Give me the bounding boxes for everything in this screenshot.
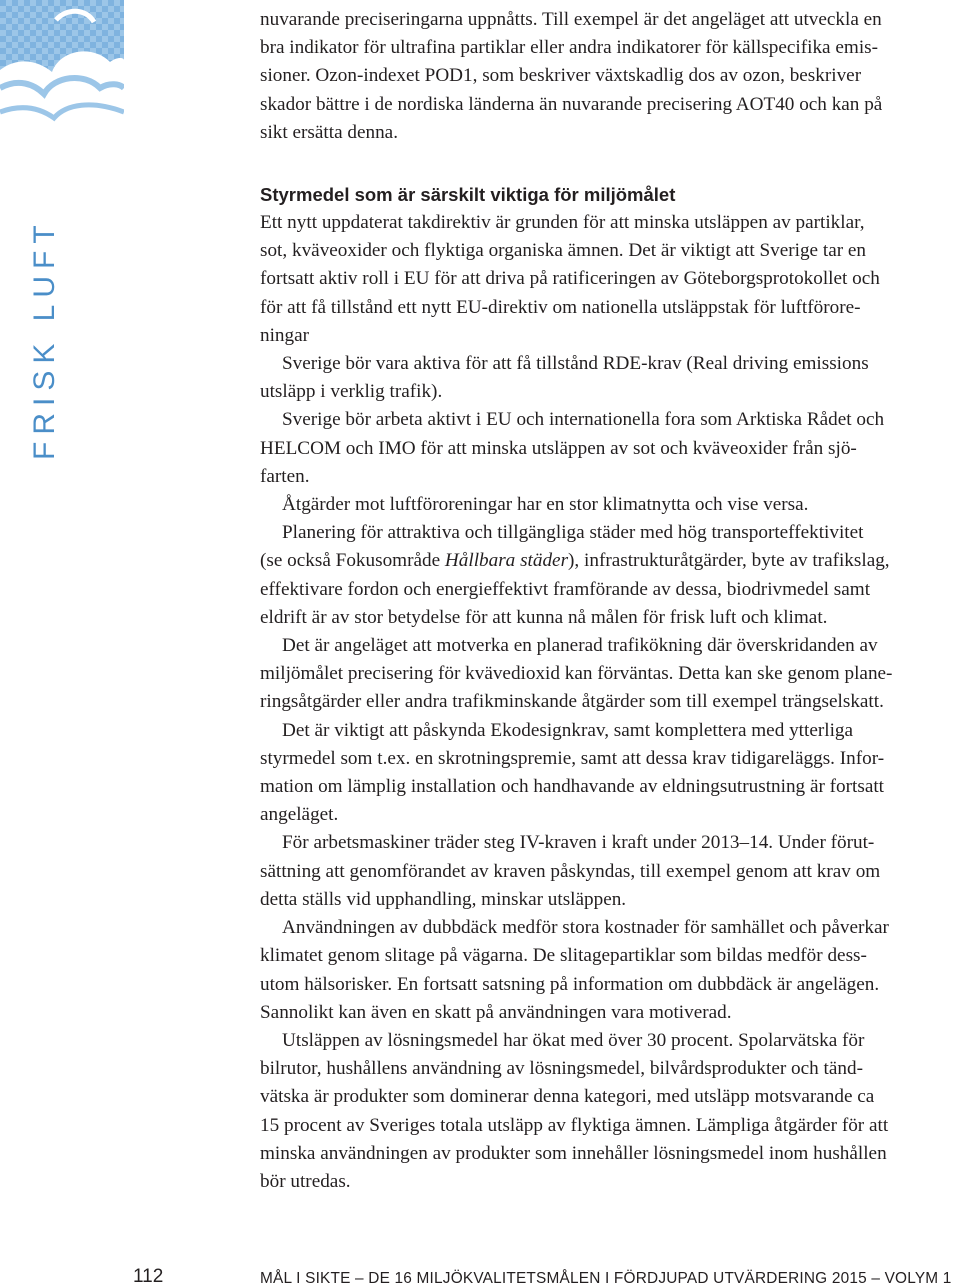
text-line: Sverige bör vara aktiva för att få tillstånd RDE-krav (Real driving emissions [282, 353, 869, 375]
text-line: Användningen av dubbdäck medför stora kostnader för samhället och påverkar [282, 917, 889, 939]
text-line: vätska är produkter som dominerar denna kategori, med utsläpp motsvarande ca [260, 1086, 875, 1108]
text-line: ningar [260, 324, 310, 346]
text-line: Det är viktigt att påskynda Ekodesignkrav, samt komplettera med ytterliga [282, 719, 854, 741]
text-line: detta ställs vid upphandling, minskar utsläppen. [260, 888, 627, 910]
text-line: bilrutor, hushållens användning av lösningsmedel, bilvårdsprodukter och tänd- [260, 1058, 863, 1080]
text-line: bra indikator för ultrafina partiklar eller andra indikatorer för källspecifika emis- [260, 37, 879, 59]
text-line: angeläget. [260, 804, 339, 826]
text-line: bör utredas. [260, 1170, 351, 1192]
text-line: effektivare fordon och energieffektivt framförande av dessa, biodrivmedel samt [260, 578, 871, 600]
text-line: Planering för attraktiva och tillgängliga städer med hög transporteffektivitet [282, 522, 864, 544]
text-line: sioner. Ozon-indexet POD1, som beskriver växtskadlig dos av ozon, beskriver [260, 65, 862, 87]
text-line: sättning att genomförandet av kraven påskyndas, till exempel genom att krav om [260, 860, 881, 882]
text-line: eldrift är av stor betydelse för att kunna nå målen för frisk luft och klimat. [260, 606, 828, 628]
text-line: Sannolikt kan även en skatt på användningen vara motiverad. [260, 1001, 732, 1023]
text-run: ), infrastrukturåtgärder, byte av trafikslag, [568, 550, 890, 572]
text-line: sot, kväveoxider och flyktiga organiska ämnen. Det är viktigt att Sverige tar en [260, 240, 867, 262]
paragraph-sjofart [260, 406, 960, 491]
paragraph-ekodesign [260, 717, 960, 830]
text-line: ringsåtgärder eller andra trafikminskande åtgärder som till exempel trängselskatt. [260, 691, 884, 713]
section-heading: Styrmedel som är särskilt viktiga för miljömålet [260, 184, 676, 206]
text-line: sikt ersätta denna. [260, 121, 398, 143]
paragraph-planering [260, 519, 960, 632]
text-line: styrmedel som t.ex. en skrotningspremie, samt att dessa krav tidigareläggs. Infor- [260, 747, 885, 769]
paragraph-rde [260, 350, 960, 406]
paragraph-klimatnytta [260, 491, 960, 519]
paragraph-takdirektiv [260, 209, 960, 350]
section-side-label: FRISK LUFT [28, 218, 61, 460]
text-line: För arbetsmaskiner träder steg IV-kraven i kraft under 2013–14. Under förut- [282, 832, 875, 854]
text-line: utsläpp i verklig trafik). [260, 381, 443, 403]
text-line: HELCOM och IMO för att minska utsläppen av sot och kväveoxider från sjö- [260, 437, 857, 459]
focus-area-title: Hållbara städer [444, 550, 569, 572]
text-line: för att få tillstånd ett nytt EU-direktiv om nationella utsläppstak för luftförore- [260, 296, 861, 318]
text-line: Åtgärder mot luftföroreningar har en stor klimatnytta och vise versa. [282, 494, 809, 516]
paragraph-losningsmedel [260, 1027, 960, 1196]
text-line: utom hälsorisker. En fortsatt satsning på information om dubbdäck är angelägen. [260, 973, 880, 995]
running-footer: MÅL I SIKTE – DE 16 MILJÖKVALITETSMÅLEN I FÖRDJUPAD UTVÄRDERING 2015 – VOLYM 1 [260, 1270, 952, 1287]
text-line: Ett nytt uppdaterat takdirektiv är grunden för att minska utsläppen av partiklar, [260, 212, 865, 234]
text-line: mation om lämplig installation och handhavande av eldningsutrustning är fortsatt [260, 776, 884, 798]
text-line: nuvarande preciseringarna uppnåtts. Till exempel är det angeläget att utveckla en [260, 9, 882, 30]
text-run: (se också Fokusområde [260, 550, 445, 572]
text-line: skador bättre i de nordiska länderna än nuvarande precisering AOT40 och kan på [260, 93, 883, 115]
text-line: miljömålet precisering för kvävedioxid kan förväntas. Detta kan ske genom plane- [260, 663, 893, 685]
text-line: Det är angeläget att motverka en planerad trafikökning där överskridanden av [282, 635, 878, 657]
text-line: farten. [260, 465, 310, 487]
text-line: fortsatt aktiv roll i EU för att driva på ratificeringen av Göteborgsprotokollet och [260, 268, 880, 290]
paragraph-arbetsmaskiner [260, 829, 960, 914]
frisk-luft-logo [0, 0, 124, 132]
paragraph-trafikokning [260, 632, 960, 717]
text-line: Utsläppen av lösningsmedel har ökat med över 30 procent. Spolarvätska för [282, 1029, 865, 1051]
text-line: minska användningen av produkter som innehåller lösningsmedel inom hushållen [260, 1142, 887, 1164]
text-line [260, 547, 960, 575]
text-line: Sverige bör arbeta aktivt i EU och internationella fora som Arktiska Rådet och [282, 409, 885, 431]
text-line: 15 procent av Sveriges totala utsläpp av flyktiga ämnen. Lämpliga åtgärder för att [260, 1114, 889, 1136]
paragraph-dubbdack [260, 914, 960, 1027]
text-line: klimatet genom slitage på vägarna. De slitagepartiklar som bildas medför dess- [260, 945, 867, 967]
page-number: 112 [133, 1266, 164, 1287]
page-body [260, 6, 960, 1196]
intro-paragraph [260, 6, 960, 147]
